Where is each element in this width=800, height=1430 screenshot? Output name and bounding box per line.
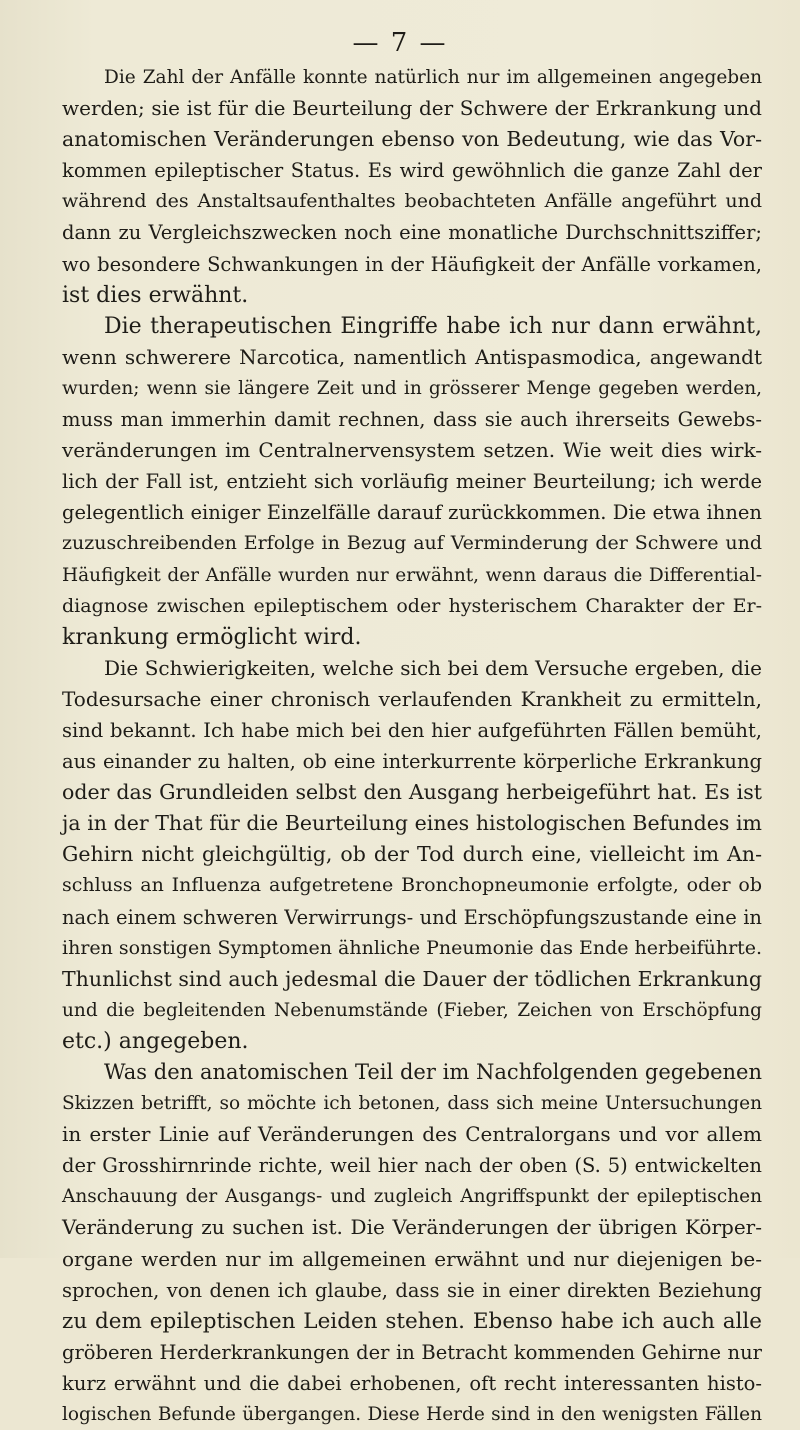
text-line: krankung ermöglicht wird. bbox=[62, 624, 362, 650]
text-line: lich der Fall ist, entzieht sich vorläufig meiner Beurteilung; ich werde bbox=[62, 470, 762, 494]
text-line: Gehirn nicht gleichgültig, ob der Tod durch eine, vielleicht im An- bbox=[62, 842, 762, 867]
text-line: etc.) angegeben. bbox=[62, 1028, 249, 1054]
text-line: nach einem schweren Verwirrungs- und Erschöpfungszustande eine in bbox=[62, 905, 762, 929]
text-line: sprochen, von denen ich glaube, dass sie in einer direkten Beziehung bbox=[62, 1278, 762, 1302]
text-line: und die begleitenden Nebenumstände (Fieber, Zeichen von Erschöpfung bbox=[62, 999, 762, 1021]
text-line: Die Zahl der Anfälle konnte natürlich nur im allgemeinen angegeben bbox=[104, 67, 762, 88]
text-line: diagnose zwischen epileptischem oder hysterischem Charakter der Er- bbox=[62, 594, 762, 617]
text-line: in erster Linie auf Veränderungen des Centralorgans und vor allem bbox=[62, 1122, 762, 1147]
text-line: oder das Grundleiden selbst den Ausgang herbeigeführt hat. Es ist bbox=[62, 780, 762, 805]
text-line: wurden; wenn sie längere Zeit und in grösserer Menge gegeben werden, bbox=[62, 377, 762, 399]
page-number: — 7 — bbox=[352, 28, 448, 58]
text-line: während des Anstaltsaufenthaltes beobachteten Anfälle angeführt und bbox=[62, 190, 762, 213]
text-line: veränderungen im Centralnervensystem setzen. Wie weit dies wirk- bbox=[62, 438, 762, 463]
text-line: schluss an Influenza aufgetretene Bronchopneumonie erfolgte, oder ob bbox=[62, 874, 762, 897]
text-line: dann zu Vergleichszwecken noch eine monatliche Durchschnittsziffer; bbox=[62, 221, 762, 245]
text-line: Die Schwierigkeiten, welche sich bei dem Versuche ergeben, die bbox=[104, 655, 762, 680]
text-line: Veränderung zu suchen ist. Die Veränderungen der übrigen Körper- bbox=[62, 1215, 762, 1240]
text-line: kurz erwähnt und die dabei erhobenen, oft recht interessanten histo- bbox=[62, 1371, 762, 1395]
text-line: ihren sonstigen Symptomen ähnliche Pneumonie das Ende herbeiführte. bbox=[62, 936, 763, 959]
text-line: Todesursache einer chronisch verlaufenden Krankheit zu ermitteln, bbox=[62, 686, 762, 711]
text-line: zuzuschreibenden Erfolge in Bezug auf Verminderung der Schwere und bbox=[62, 532, 762, 555]
text-line: Anschauung der Ausgangs- und zugleich Angriffspunkt der epileptischen bbox=[62, 1186, 762, 1208]
text-line: ja in der That für die Beurteilung eines histologischen Befundes im bbox=[62, 811, 762, 836]
text-line: ist dies erwähnt. bbox=[62, 282, 249, 308]
text-line: der Grosshirnrinde richte, weil hier nach der oben (S. 5) entwickelten bbox=[62, 1154, 762, 1178]
text-line: Skizzen betrifft, so möchte ich betonen, dass sich meine Untersuchungen bbox=[62, 1093, 762, 1115]
text-line: wo besondere Schwankungen in der Häufigkeit der Anfälle vorkamen, bbox=[62, 252, 762, 276]
text-line: gröberen Herderkrankungen der in Betracht kommenden Gehirne nur bbox=[62, 1340, 762, 1364]
text-line: werden; sie ist für die Beurteilung der Schwere der Erkrankung und bbox=[62, 96, 762, 121]
text-line: kommen epileptischer Status. Es wird gewöhnlich die ganze Zahl der bbox=[62, 159, 762, 183]
text-line: sind bekannt. Ich habe mich bei den hier aufgeführten Fällen bemüht, bbox=[62, 718, 762, 742]
text-line: wenn schwerere Narcotica, namentlich Antispasmodica, angewandt bbox=[62, 344, 762, 369]
text-line: aus einander zu halten, ob eine interkurrente körperliche Erkrankung bbox=[62, 750, 762, 774]
text-line: gelegentlich einiger Einzelfälle darauf zurückkommen. Die etwa ihnen bbox=[62, 501, 762, 525]
text-line: muss man immerhin damit rechnen, dass sie auch ihrerseits Gewebs- bbox=[62, 408, 762, 432]
text-line: organe werden nur im allgemeinen erwähnt und nur diejenigen be- bbox=[62, 1246, 762, 1271]
text-line: Die therapeutischen Eingriffe habe ich nur dann erwähnt, bbox=[104, 313, 762, 339]
text-line: Thunlichst sind auch jedesmal die Dauer der tödlichen Erkrankung bbox=[62, 966, 762, 991]
text-line: logischen Befunde übergangen. Diese Herde sind in den wenigsten Fällen bbox=[62, 1404, 762, 1426]
text-line: Häufigkeit der Anfälle wurden nur erwähnt, wenn daraus die Differential- bbox=[62, 564, 762, 586]
text-line: Was den anatomischen Teil der im Nachfolgenden gegebenen bbox=[104, 1060, 762, 1084]
body-text bbox=[62, 62, 762, 1430]
text-line: anatomischen Veränderungen ebenso von Bedeutung, wie das Vor- bbox=[62, 127, 762, 152]
text-line: zu dem epileptischen Leiden stehen. Ebenso habe ich auch alle bbox=[62, 1308, 762, 1334]
